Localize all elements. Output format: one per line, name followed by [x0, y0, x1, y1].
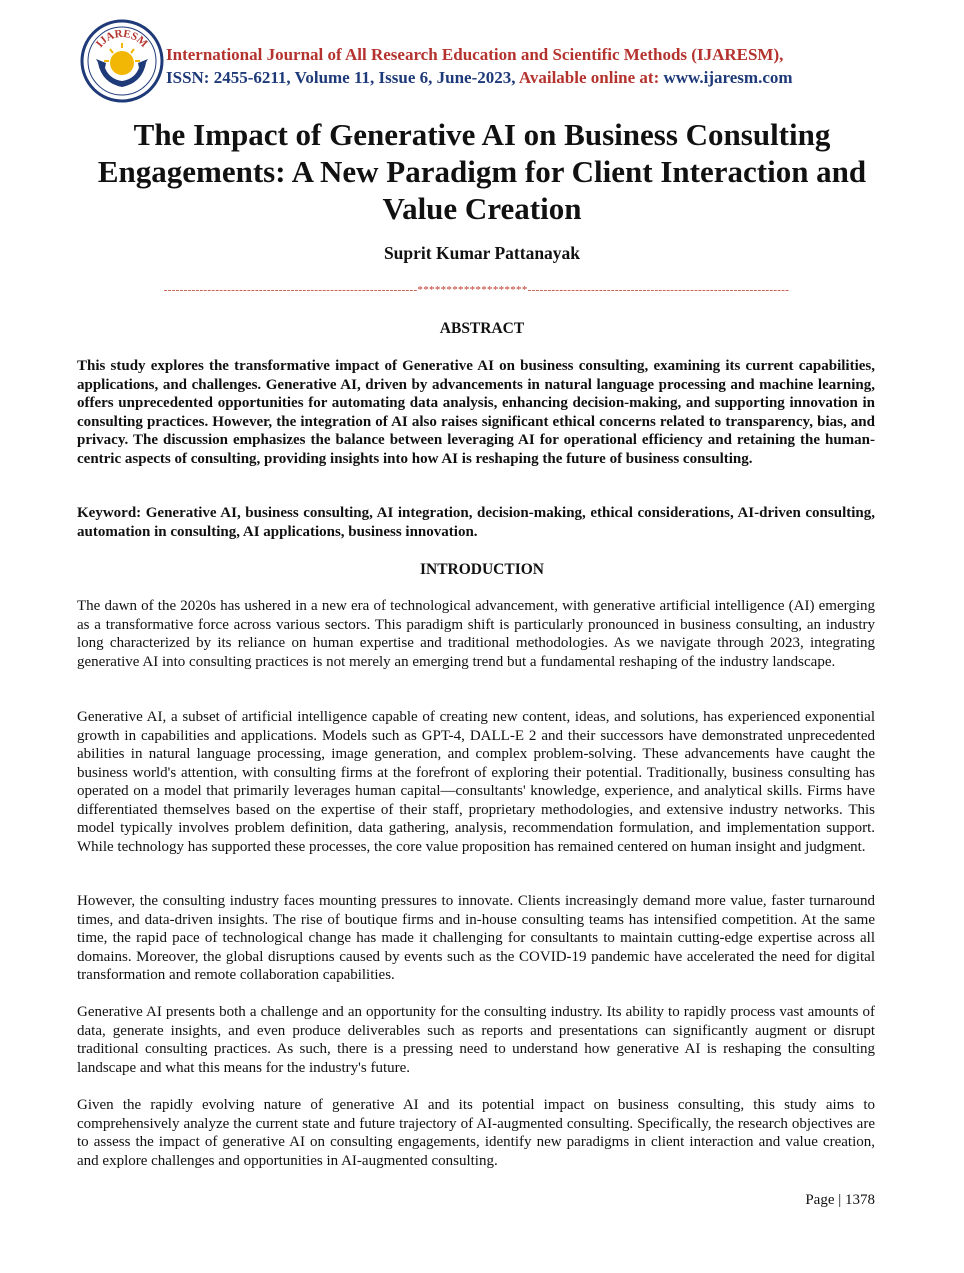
issn-text: ISSN: 2455-6211, Volume 11, Issue 6, June-2023, [166, 68, 516, 87]
logo-text: IJARESM [93, 27, 150, 50]
journal-logo [80, 19, 164, 103]
intro-paragraph-3: However, the consulting industry faces mounting pressures to innovate. Clients increasingly demand more value, faster turnaround times, and data-driven insights. The rise of boutique firms and in-house consulting teams has intensified competition. At the same time, the rapid pace of technological change has made it challenging for consultants to maintain cutting-edge expertise across all domains. Moreover, the global disruptions caused by events such as the COVID-19 pandemic have accelerated the need for digital transformation and remote collaboration capabilities. [77, 893, 875, 983]
introduction-heading: INTRODUCTION [419, 561, 544, 578]
journal-name: International Journal of All Research Education and Scientific Methods (IJARESM), [166, 45, 784, 64]
intro-paragraph-2: Generative AI, a subset of artificial intelligence capable of creating new content, ideas, and solutions, has experienced exponential growth in capabilities and applications. Models such as GPT-4, DALL-E 2 and their successors have demonstrated unprecedented abilities in natural language processing, image generation, and complex problem-solving. These advancements have caught the business world's attention, with consulting firms at the forefront of exploring their potential. Traditionally, business consulting has operated on a model that primarily leverages human capital—consultants' knowledge, experience, and analytical skills. Firms have differentiated themselves based on the expertise of their staff, proprietary methodologies, and extensive industry networks. This model typically involves problem definition, data gathering, analysis, recommendation formulation, and implementation support. While technology has supported these processes, the core value proposition has remained centered on human insight and judgment. [77, 709, 875, 855]
intro-paragraph-5: Given the rapidly evolving nature of generative AI and its potential impact on business consulting, this study aims to comprehensively analyze the current state and future trajectory of AI-augmented consulting. Specifically, the research objectives are to assess the impact of generative AI on consulting engagements, identify new paradigms in client interaction and value creation, and explore challenges and opportunities in AI-augmented consulting. [77, 1097, 875, 1169]
abstract-text: This study explores the transformative impact of Generative AI on business consulting, examining its current capabilities, applications, and challenges. Generative AI, driven by advancements in natural language processing and machine learning, offers unprecedented opportunities for automating data analysis, enhancing decision-making, and supporting innovation in consulting practices. However, the integration of AI also raises significant ethical concerns related to transparency, bias, and privacy. The discussion emphasizes the balance between leveraging AI for operational efficiency and retaining the human-centric aspects of consulting, providing insights into how AI is reshaping the future of business consulting. [77, 358, 875, 467]
available-online-label: Available online at: [518, 68, 660, 87]
abstract-heading: ABSTRACT [439, 320, 525, 337]
paper-title: The Impact of Generative AI on Business Consulting Engagements: A New Paradigm for Client Interaction and Value Creation [97, 117, 867, 226]
journal-website: www.ijaresm.com [663, 68, 793, 87]
intro-paragraph-1: The dawn of the 2020s has ushered in a new era of technological advancement, with generative artificial intelligence (AI) emerging as a transformative force across various sectors. This paradigm shift is particularly pronounced in business consulting, an industry long characterized by its reliance on human expertise and traditional methodologies. As we navigate through 2023, integrating generative AI into consulting practices is not merely an emerging trend but a fundamental reshaping of the industry landscape. [77, 598, 875, 670]
section-divider: ----------------------------------------------------------------*******************------------------------------------------------------------------ [163, 284, 790, 296]
intro-paragraph-4: Generative AI presents both a challenge and an opportunity for the consulting industry. Its ability to rapidly process vast amounts of data, generate insights, and even produce deliverables such as reports and presentations can significantly augment or disrupt traditional consulting practices. As such, there is a pressing need to understand how generative AI is reshaping the consulting landscape and what this means for the industry's future. [77, 1004, 875, 1076]
issn-line [166, 68, 793, 88]
keywords: Keyword: Generative AI, business consulting, AI integration, decision-making, ethical considerations, AI-driven consulting, automation in consulting, AI applications, business innovation. [77, 505, 875, 540]
author-name: Suprit Kumar Pattanayak [383, 243, 581, 263]
page-number: Page | 1378 [805, 1192, 875, 1208]
